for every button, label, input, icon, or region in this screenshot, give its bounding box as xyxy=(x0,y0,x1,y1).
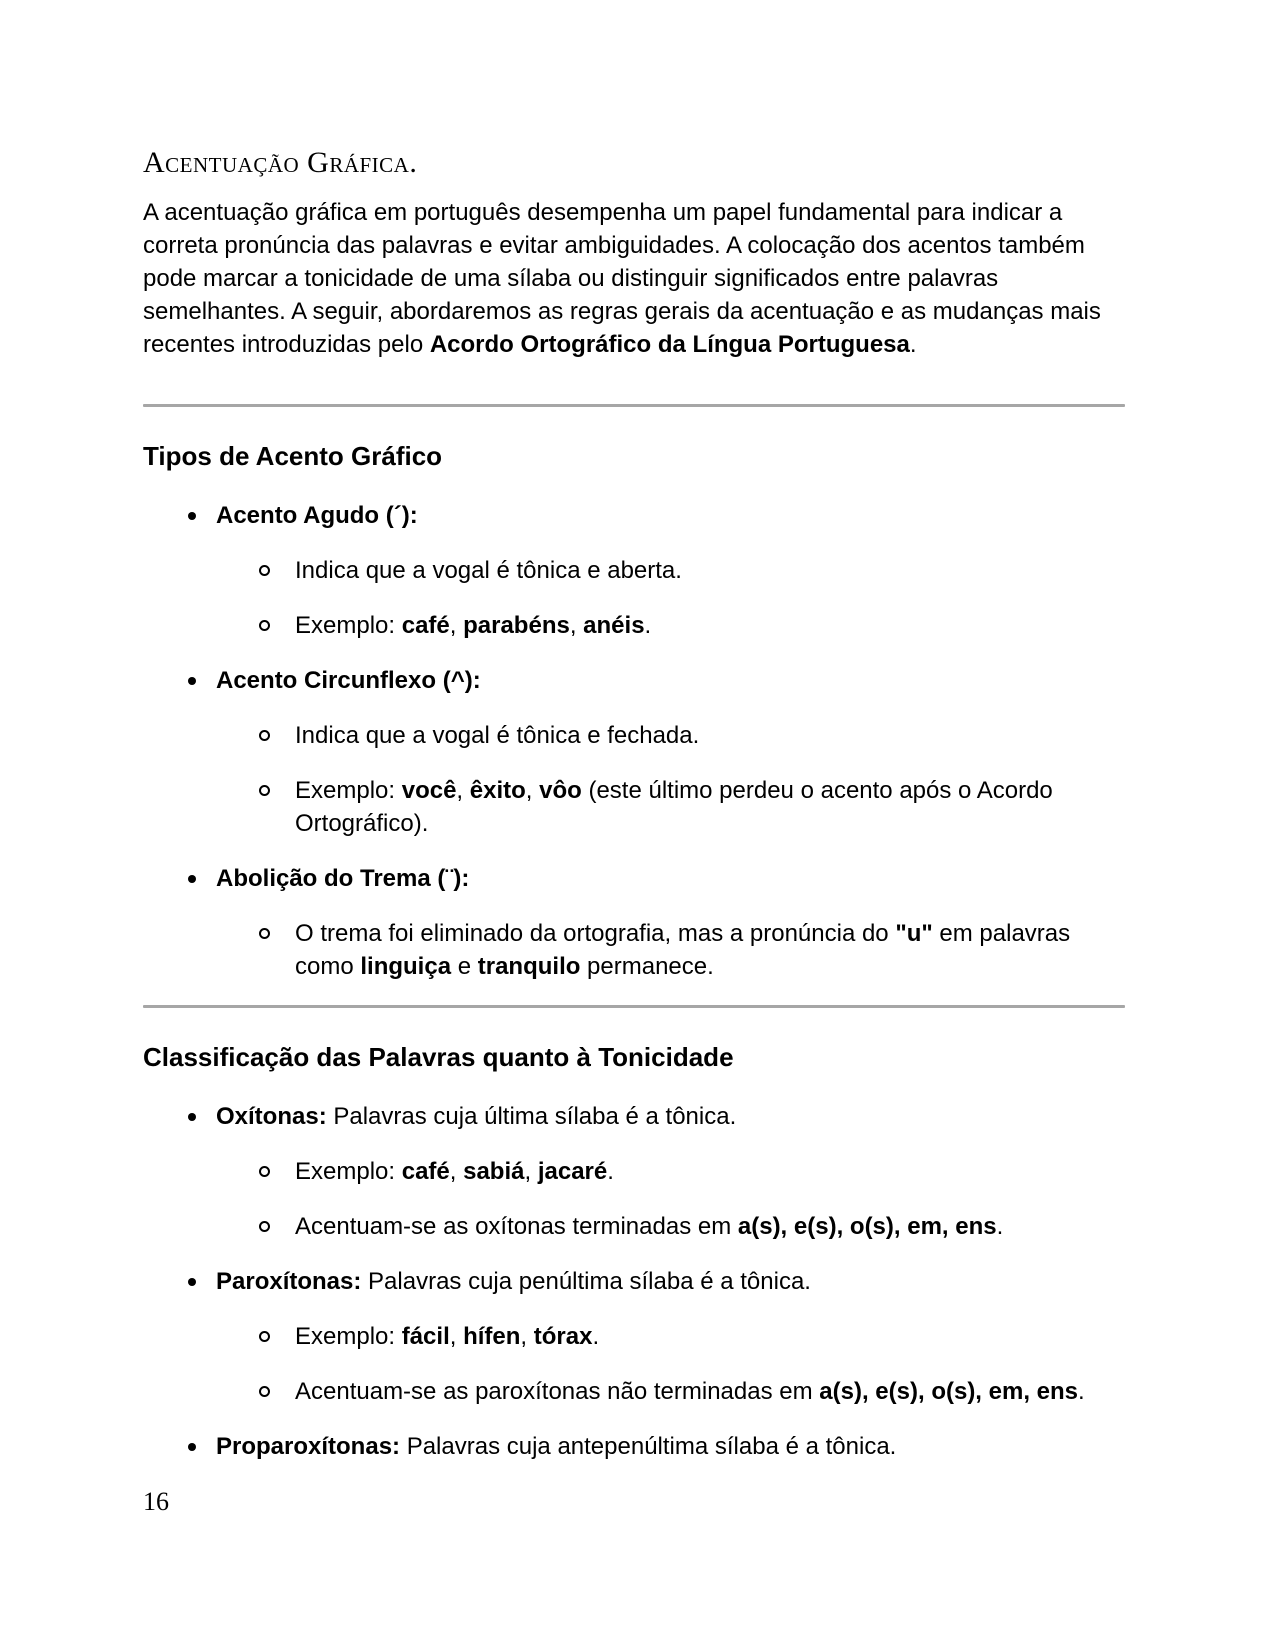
text-run: Palavras cuja penúltima sílaba é a tônica. xyxy=(361,1268,811,1295)
list-item-text xyxy=(216,499,1125,532)
list-item-text xyxy=(216,1430,1125,1463)
text-run: Exemplo: xyxy=(295,612,402,639)
bold-text-run: vôo xyxy=(539,777,582,804)
bold-text-run: tórax xyxy=(533,1323,593,1350)
list-item xyxy=(143,719,1125,752)
bullet-disc-icon xyxy=(188,875,196,883)
list-item xyxy=(143,1375,1125,1408)
text-run: Acentuam-se as paroxítonas não terminadas em xyxy=(295,1378,820,1405)
list-item xyxy=(143,1155,1125,1188)
bold-text-run: Acordo Ortográfico da Língua Portuguesa xyxy=(429,331,910,358)
bullet-circle-icon xyxy=(259,928,270,939)
bold-text-run: hífen xyxy=(463,1323,521,1350)
bullet-disc-icon xyxy=(188,1443,196,1451)
list-item xyxy=(143,774,1125,840)
text-run: A acentuação gráfica em português desempenha um papel fundamental para indicar a correta pronúncia das palavras e evitar ambiguidades. A colocação dos acentos também pode marcar a tonicidade de uma sílaba ou distinguir significados entre palavras semelhantes. A seguir, abordaremos as regras gerais da acentuação e as mudanças mais recentes introduzidas pelo xyxy=(143,199,1101,358)
bold-text-run: Oxítonas: xyxy=(216,1103,327,1130)
list-tipos-de-acento xyxy=(143,499,1125,983)
bullet-disc-icon xyxy=(188,1113,196,1121)
section-divider xyxy=(143,404,1125,407)
text-run: Palavras cuja última sílaba é a tônica. xyxy=(326,1103,737,1130)
list-item xyxy=(143,609,1125,642)
list-item-text xyxy=(295,1155,1125,1188)
list-item-text xyxy=(295,719,1125,752)
text-run: , xyxy=(524,1158,538,1185)
text-run: , xyxy=(449,1158,464,1185)
text-run: Exemplo: xyxy=(295,777,402,804)
bullet-disc-icon xyxy=(188,1278,196,1286)
page-title: Acentuação Gráfica. xyxy=(143,146,418,179)
list-item-text xyxy=(216,664,1125,697)
list-item-text xyxy=(295,554,1125,587)
bold-text-run: você xyxy=(401,777,457,804)
list-item-text xyxy=(216,1265,1125,1298)
bold-text-run: "u" xyxy=(895,920,933,947)
bold-text-run: a(s), e(s), o(s), em, ens xyxy=(819,1378,1079,1405)
list-item-text xyxy=(295,1375,1125,1408)
text-run: Exemplo: xyxy=(295,1323,402,1350)
text-run: e xyxy=(451,953,478,980)
list-classificacao-tonicidade xyxy=(143,1100,1125,1463)
list-item-text xyxy=(295,774,1125,840)
text-run: Indica que a vogal é tônica e fechada. xyxy=(295,722,700,749)
list-item xyxy=(143,862,1125,895)
text-run: , xyxy=(525,777,540,804)
section-divider xyxy=(143,1005,1125,1008)
page-number: 16 xyxy=(143,1487,169,1516)
list-item xyxy=(143,664,1125,697)
list-item-text xyxy=(216,862,1125,895)
bullet-circle-icon xyxy=(259,1221,270,1232)
bold-text-run: Proparoxítonas: xyxy=(216,1433,401,1460)
bullet-circle-icon xyxy=(259,730,270,741)
bold-text-run: parabéns xyxy=(463,612,570,639)
list-item-text xyxy=(295,1210,1125,1243)
list-item xyxy=(143,917,1125,983)
bold-text-run: jacaré xyxy=(537,1158,608,1185)
bold-text-run: Abolição do Trema (¨): xyxy=(216,865,470,892)
list-item-text xyxy=(216,1100,1125,1133)
text-run: permanece. xyxy=(580,953,714,980)
bullet-circle-icon xyxy=(259,620,270,631)
text-run: (este último perdeu o acento após o Acordo Ortográfico). xyxy=(295,777,1053,837)
bold-text-run: sabiá xyxy=(463,1158,525,1185)
list-item-text xyxy=(295,917,1125,983)
text-run: . xyxy=(644,612,652,639)
bold-text-run: fácil xyxy=(401,1323,450,1350)
text-run: . xyxy=(996,1213,1004,1240)
text-run: Palavras cuja antepenúltima sílaba é a tônica. xyxy=(400,1433,897,1460)
bullet-disc-icon xyxy=(188,677,196,685)
text-run: . xyxy=(592,1323,600,1350)
text-run: Indica que a vogal é tônica e aberta. xyxy=(295,557,682,584)
section-heading-classificacao-tonicidade: Classificação das Palavras quanto à Tonicidade xyxy=(143,1042,734,1072)
bold-text-run: Paroxítonas: xyxy=(216,1268,362,1295)
text-run: , xyxy=(569,612,584,639)
list-item xyxy=(143,1430,1125,1463)
text-run: , xyxy=(520,1323,534,1350)
bullet-circle-icon xyxy=(259,1386,270,1397)
list-item xyxy=(143,1265,1125,1298)
text-run: Acentuam-se as oxítonas terminadas em xyxy=(295,1213,738,1240)
bold-text-run: tranquilo xyxy=(477,953,581,980)
text-run: . xyxy=(607,1158,614,1185)
list-item xyxy=(143,1320,1125,1353)
bold-text-run: café xyxy=(401,612,450,639)
bullet-circle-icon xyxy=(259,785,270,796)
section-heading-tipos-de-acento: Tipos de Acento Gráfico xyxy=(143,441,443,471)
bullet-circle-icon xyxy=(259,1331,270,1342)
bold-text-run: linguiça xyxy=(360,953,452,980)
list-item xyxy=(143,1210,1125,1243)
list-item xyxy=(143,1100,1125,1133)
bullet-disc-icon xyxy=(188,512,196,520)
text-run: , xyxy=(449,612,464,639)
bold-text-run: Acento Agudo (´): xyxy=(216,502,418,529)
bullet-circle-icon xyxy=(259,565,270,576)
list-item-text xyxy=(295,1320,1125,1353)
list-item xyxy=(143,499,1125,532)
bold-text-run: Acento Circunflexo (^): xyxy=(216,667,481,694)
bullet-circle-icon xyxy=(259,1166,270,1177)
text-run: , xyxy=(449,1323,464,1350)
list-item-text xyxy=(295,609,1125,642)
text-run: em palavras como xyxy=(295,920,1071,980)
text-run: , xyxy=(456,777,470,804)
intro-paragraph xyxy=(143,196,1125,361)
bold-text-run: anéis xyxy=(583,612,645,639)
text-run: O trema foi eliminado da ortografia, mas a pronúncia do xyxy=(295,920,896,947)
text-run: . xyxy=(1078,1378,1085,1405)
text-run: . xyxy=(909,331,917,358)
bold-text-run: a(s), e(s), o(s), em, ens xyxy=(737,1213,997,1240)
text-run: Exemplo: xyxy=(295,1158,402,1185)
list-item xyxy=(143,554,1125,587)
bold-text-run: café xyxy=(401,1158,450,1185)
bold-text-run: êxito xyxy=(469,777,526,804)
